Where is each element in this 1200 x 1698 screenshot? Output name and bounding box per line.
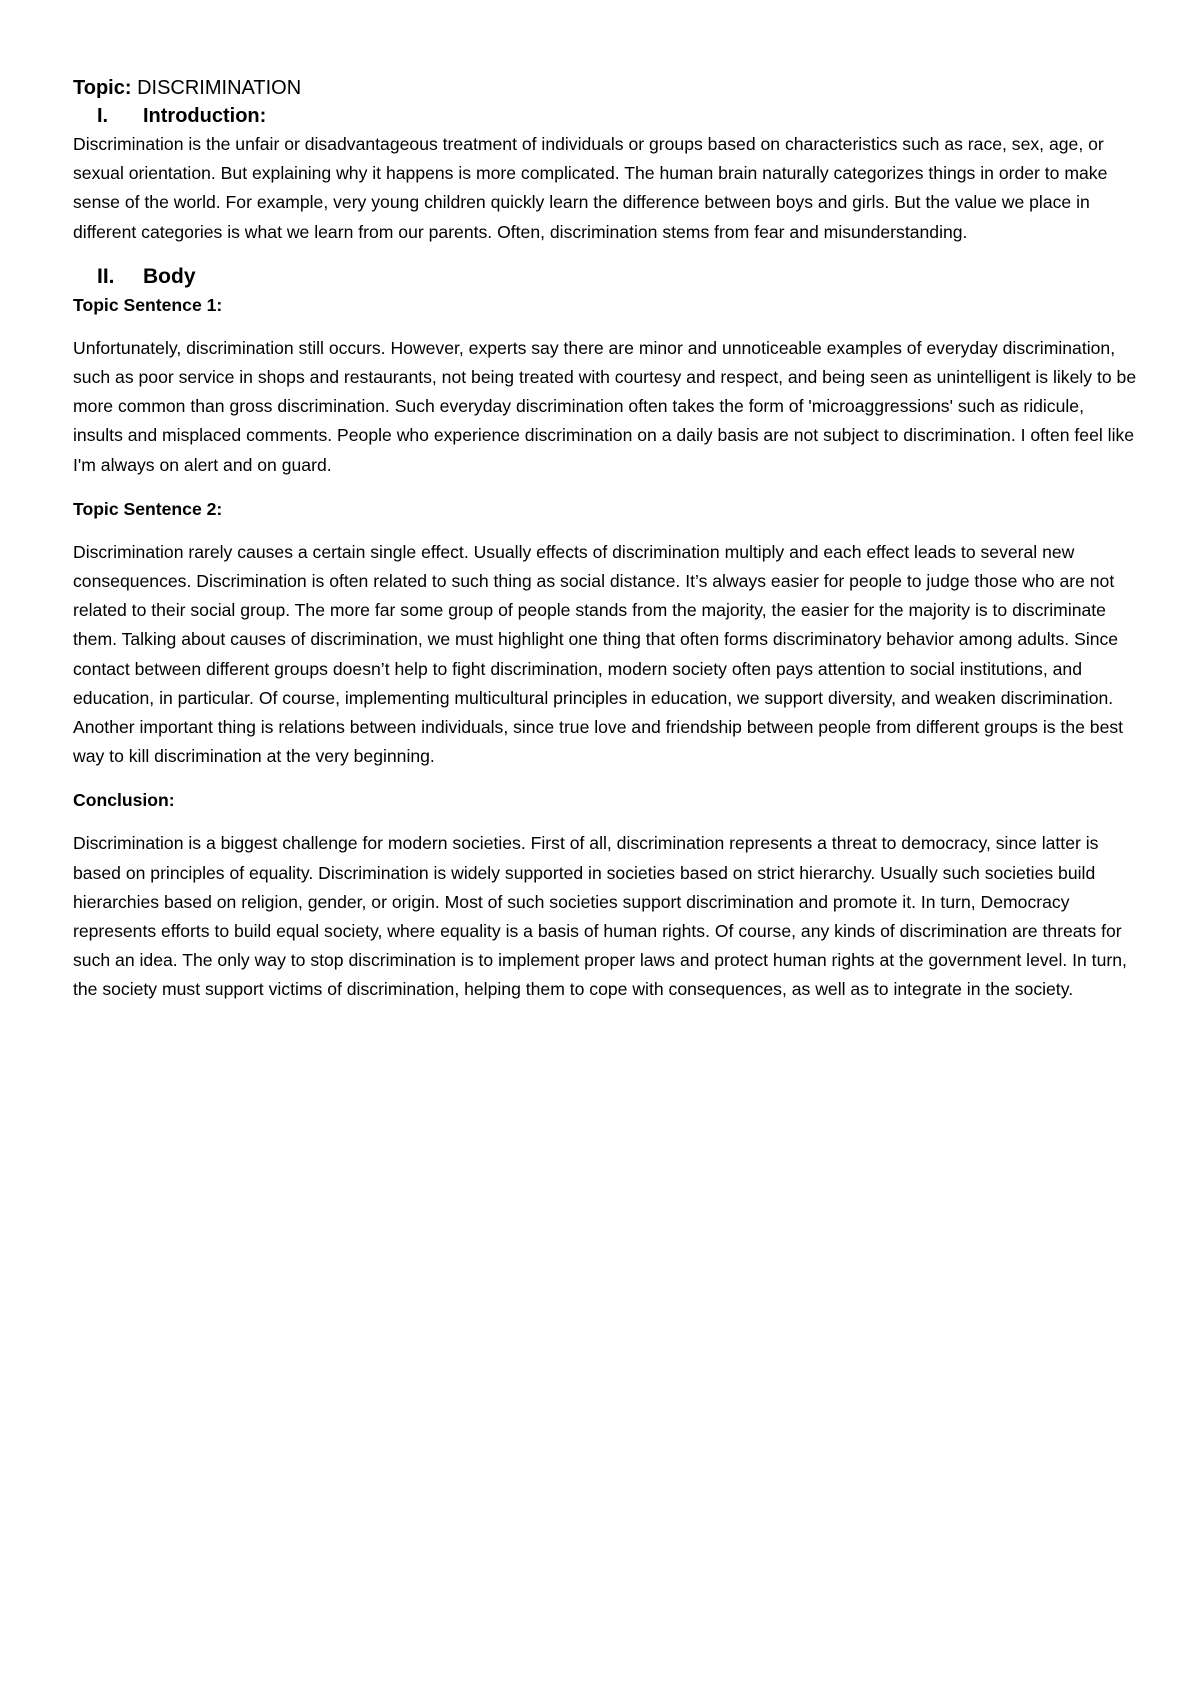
body-heading-text: Body [143,264,196,288]
introduction-paragraph: Discrimination is the unfair or disadvantageous treatment of individuals or groups based on characteristics such as race, sex, age, or sexual orientation. But explaining why it happens is more complicated. The human brain naturally categorizes things in order to make sense of the world. For example, very young children quickly learn the difference between boys and girls. But the value we place in different categories is what we learn from our parents. Often, discrimination stems from fear and misunderstanding. [73,134,1108,242]
topic-label: Topic: [73,77,132,99]
document-page [73,74,1137,1005]
topic-sentence-2-paragraph: Discrimination rarely causes a certain single effect. Usually effects of discrimination multiply and each effect leads to several new consequences. Discrimination is often related to such thing as social distance. It’s always easier for people to judge those who are not related to their social group. The more far some group of people stands from the majority, the easier for the majority is to discriminate them. Talking about causes of discrimination, we must highlight one thing that often forms discriminatory behavior among adults. Since contact between different groups doesn’t help to fight discrimination, modern society often pays attention to social institutions, and education, in particular. Of course, implementing multicultural principles in education, we support diversity, and weaken discrimination. Another important thing is relations between individuals, since true love and friendship between people from different groups is the best way to kill discrimination at the very beginning. [73,541,1124,767]
topic-value: DISCRIMINATION [131,77,302,99]
topic-sentence-2-label: Topic Sentence 2: [73,498,223,519]
body-numeral: II. [97,264,115,288]
topic-title [73,74,1137,102]
topic-sentence-1-paragraph: Unfortunately, discrimination still occurs. However, experts say there are minor and unnoticeable examples of everyday discrimination, such as poor service in shops and restaurants, not being treated with courtesy and respect, and being seen as unintelligent is likely to be more common than gross discrimination. Such everyday discrimination often takes the form of 'microaggressions' such as ridicule, insults and misplaced comments. People who experience discrimination on a daily basis are not subject to discrimination. I often feel like I'm always on alert and on guard. [73,337,1137,475]
introduction-heading-text: Introduction: [143,105,267,127]
introduction-numeral: I. [97,105,109,127]
conclusion-label: Conclusion: [73,790,175,811]
body-heading [73,263,1137,291]
conclusion-paragraph: Discrimination is a biggest challenge for modern societies. First of all, discrimination represents a threat to democracy, since latter is based on principles of equality. Discrimination is widely supported in societies based on strict hierarchy. Usually such societies build hierarchies based on religion, gender, or origin. Most of such societies support discrimination and promote it. In turn, Democracy represents efforts to build equal society, where equality is a basis of human rights. Of course, any kinds of discrimination are threats for such an idea. The only way to stop discrimination is to implement proper laws and protect human rights at the government level. In turn, the society must support victims of discrimination, helping them to cope with consequences, as well as to integrate in the society. [73,833,1127,1000]
introduction-heading [73,102,1137,130]
topic-sentence-1-label: Topic Sentence 1: [73,294,223,315]
